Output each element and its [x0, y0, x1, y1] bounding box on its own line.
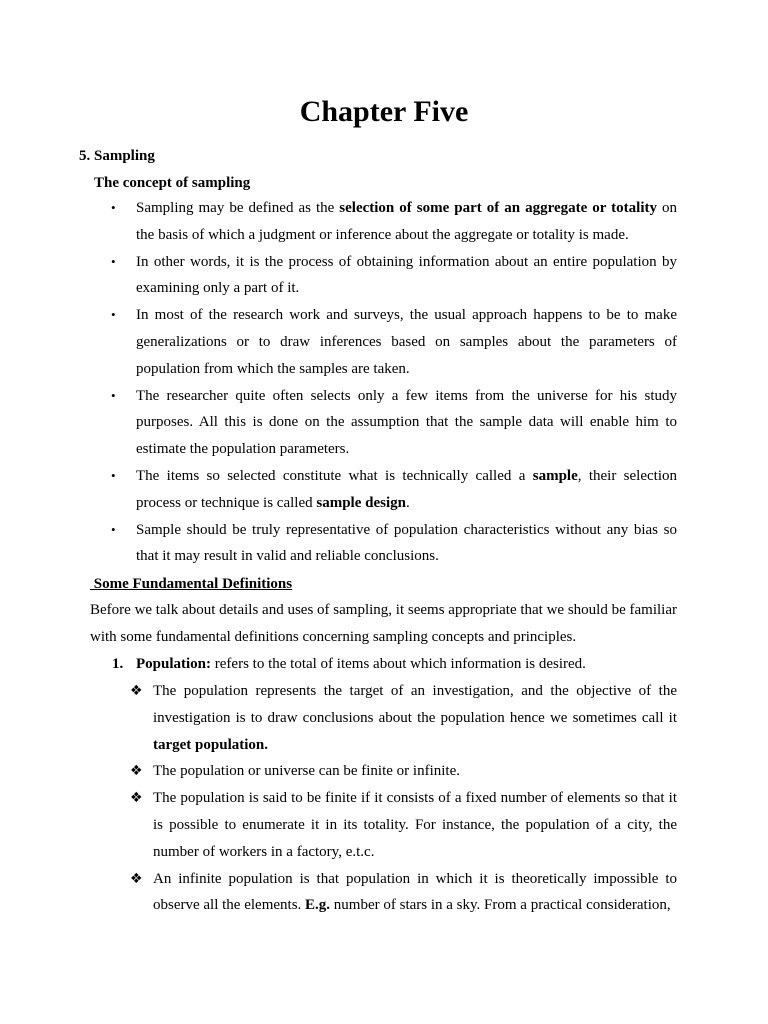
bullet-text: on the basis of which a judgment or inference about the aggregate or totality is made. — [136, 200, 677, 243]
point-bold-text: E.g. — [305, 897, 331, 914]
point-text: An infinite population is that population in which it is theoretically impossible to observe all the elements. — [153, 870, 677, 914]
diamond-bullet-icon: ❖ — [130, 790, 143, 807]
diamond-bullet-icon: ❖ — [130, 763, 143, 780]
diamond-bullet-icon: ❖ — [130, 870, 143, 887]
bullet-text: Sample should be truly representative of population characteristics without any bias so that it may result in valid and reliable conclusions. — [136, 521, 677, 565]
list-item — [111, 249, 677, 303]
chapter-title: Chapter Five — [299, 95, 469, 128]
section-heading: 5. Sampling — [79, 148, 155, 164]
point-text: number of stars in a sky. From a practical consideration, — [330, 897, 671, 914]
intro-paragraph: Before we talk about details and uses of sampling, it seems appropriate that we should be familiar with some fundamental definitions concerning sampling concepts and principles. — [90, 602, 677, 645]
definition-text: refers to the total of items about which information is desired. — [211, 656, 586, 672]
bullet-text: In other words, it is the process of obtaining information about an entire population by examining only a part of it. — [136, 253, 677, 297]
list-item — [130, 785, 677, 865]
list-item — [111, 463, 677, 517]
fundamental-definitions-heading: Some Fundamental Definitions — [90, 576, 293, 592]
list-item — [111, 302, 677, 382]
bullet-text: . — [405, 494, 410, 511]
concept-bullet-list — [0, 195, 768, 570]
bullet-bold-text: sample — [532, 467, 578, 484]
definition-term: Population: — [136, 656, 212, 672]
definition-population — [112, 651, 677, 678]
bullet-text: Sampling may be defined as the — [136, 200, 340, 216]
definition-number: 1. — [112, 656, 124, 672]
list-item — [130, 758, 677, 785]
bullet-text: In most of the research work and surveys, the usual approach happens to be to make generalizations or to draw inferences based on samples about the parameters of population from which the samples are taken. — [136, 307, 677, 377]
bullet-marker: • — [111, 521, 116, 537]
diamond-bullet-icon: ❖ — [130, 683, 143, 699]
bullet-marker: • — [111, 467, 116, 483]
point-text: The population represents the target of an investigation, and the objective of the investigation is to draw conclusions about the population hence we sometimes call it — [153, 683, 677, 726]
bullet-text: The researcher quite often selects only a few items from the universe for his study purposes. All this is done on the assumption that the sample data will enable him to estimate the population parameters. — [136, 387, 677, 458]
bullet-bold-text: sample design — [316, 494, 406, 511]
list-item — [111, 517, 677, 571]
bullet-marker: • — [111, 253, 116, 269]
bullet-text: The items so selected constitute what is technically called a — [136, 467, 533, 484]
point-bold-text: target population. — [153, 736, 269, 753]
list-item — [111, 195, 677, 249]
list-item — [130, 866, 677, 920]
bullet-marker: • — [111, 387, 116, 403]
list-item — [111, 383, 677, 463]
bullet-marker: • — [111, 200, 116, 215]
concept-subheading: The concept of sampling — [94, 175, 251, 191]
population-point-list — [0, 678, 768, 919]
point-text: The population or universe can be finite or infinite. — [153, 763, 460, 780]
bullet-marker: • — [111, 307, 116, 323]
point-text: The population is said to be finite if it consists of a fixed number of elements so that it is possible to enumerate it in its totality. For instance, the population of a city, the number of workers in a factory, e.t.c. — [153, 790, 677, 860]
bullet-text: , their selection process or technique is called — [136, 467, 677, 511]
bullet-bold-text: selection of some part of an aggregate or totality — [339, 200, 657, 216]
list-item — [130, 678, 677, 758]
